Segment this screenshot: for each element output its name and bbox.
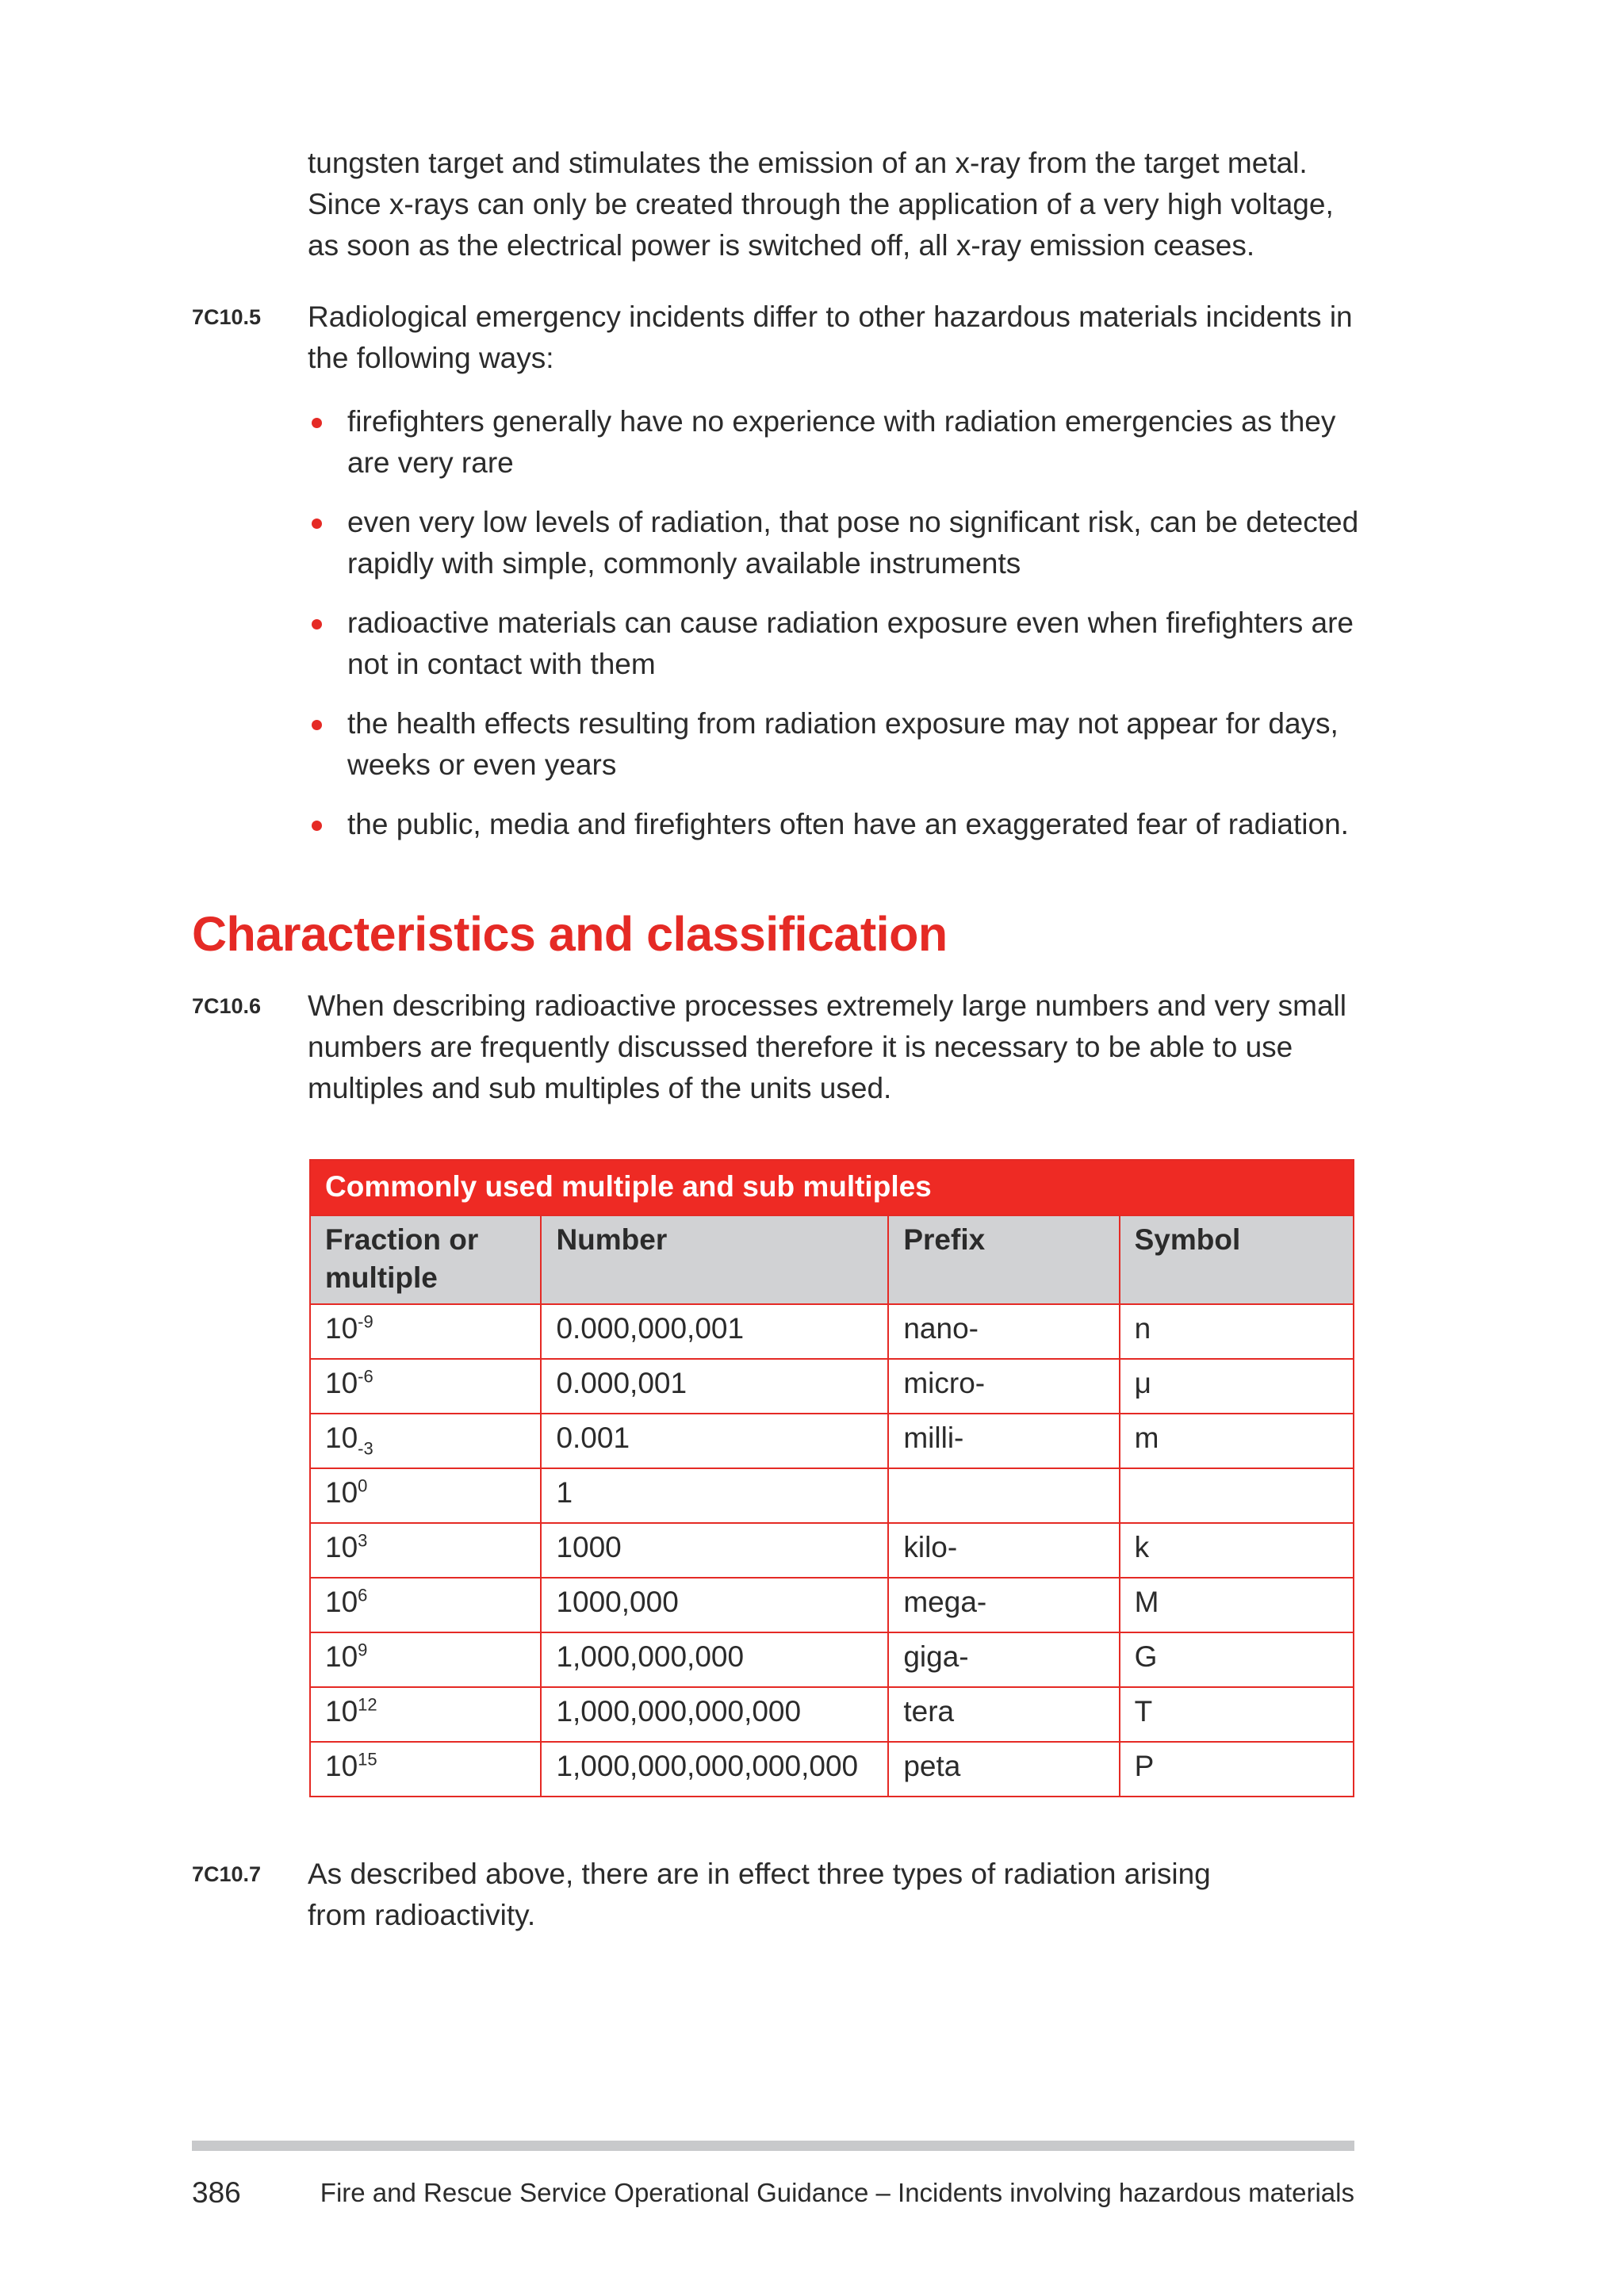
intro-line: as soon as the electrical power is switched off, all x-ray emission ceases. xyxy=(308,229,1255,262)
list-item-text: even very low levels of radiation, that pose no significant risk, can be detected rapidly with simple, commonly available instruments xyxy=(347,506,1359,580)
list-item xyxy=(308,603,1362,685)
bullet-icon xyxy=(312,619,322,629)
table-row xyxy=(310,1523,1354,1578)
table-body xyxy=(310,1304,1354,1797)
cell-number: 0.000,001 xyxy=(541,1359,888,1414)
footer-rule xyxy=(192,2141,1354,2151)
cell-fraction xyxy=(310,1578,541,1632)
cell-symbol xyxy=(1120,1468,1354,1523)
cell-fraction xyxy=(310,1523,541,1578)
cell-symbol: M xyxy=(1120,1578,1354,1632)
footer-title: Fire and Rescue Service Operational Guidance – Incidents involving hazardous materials xyxy=(320,2178,1354,2207)
bullet-icon xyxy=(312,519,322,529)
list-item-text: firefighters generally have no experience with radiation emergencies as they are very rare xyxy=(347,405,1336,479)
section-heading: Characteristics and classification xyxy=(192,907,948,961)
power-base: 10 xyxy=(325,1586,358,1618)
table-row xyxy=(310,1359,1354,1414)
cell-number: 1000,000 xyxy=(541,1578,888,1632)
power-base: 10 xyxy=(325,1367,358,1399)
power-base: 10 xyxy=(325,1422,358,1454)
table-header-row xyxy=(310,1215,1354,1304)
cell-prefix: milli- xyxy=(888,1414,1119,1468)
list-item xyxy=(308,502,1362,584)
cell-prefix: kilo- xyxy=(888,1523,1119,1578)
units-table xyxy=(309,1159,1354,1797)
cell-prefix: mega- xyxy=(888,1578,1119,1632)
power-exponent: 0 xyxy=(358,1475,368,1496)
cell-number: 1 xyxy=(541,1468,888,1523)
power-exponent: 9 xyxy=(358,1640,368,1660)
intro-line: Since x-rays can only be created through the application of a very high voltage, xyxy=(308,188,1334,220)
power-exponent: -3 xyxy=(358,1438,373,1459)
page-number: 386 xyxy=(192,2176,241,2209)
power-base: 10 xyxy=(325,1750,358,1782)
cell-number: 0.000,000,001 xyxy=(541,1304,888,1359)
cell-symbol: μ xyxy=(1120,1359,1354,1414)
cell-prefix: nano- xyxy=(888,1304,1119,1359)
cell-prefix: giga- xyxy=(888,1632,1119,1687)
power-exponent: 15 xyxy=(358,1749,377,1770)
table-caption: Commonly used multiple and sub multiples xyxy=(310,1160,1354,1215)
bullet-icon xyxy=(312,720,322,730)
table-row xyxy=(310,1632,1354,1687)
list-item xyxy=(308,804,1362,845)
cell-number: 1,000,000,000 xyxy=(541,1632,888,1687)
table-row xyxy=(310,1304,1354,1359)
intro-paragraph xyxy=(308,143,1362,266)
list-item-text: the health effects resulting from radiation exposure may not appear for days, weeks or even years xyxy=(347,707,1339,781)
cell-fraction xyxy=(310,1742,541,1797)
cell-number: 1000 xyxy=(541,1523,888,1578)
table-row xyxy=(310,1578,1354,1632)
cell-number: 1,000,000,000,000 xyxy=(541,1687,888,1742)
cell-fraction xyxy=(310,1359,541,1414)
cell-symbol: G xyxy=(1120,1632,1354,1687)
cell-symbol: T xyxy=(1120,1687,1354,1742)
cell-symbol: P xyxy=(1120,1742,1354,1797)
paragraph-number: 7C10.5 xyxy=(192,305,262,329)
cell-fraction xyxy=(310,1687,541,1742)
column-header-symbol: Symbol xyxy=(1120,1215,1354,1304)
list-item xyxy=(308,401,1362,484)
cell-number: 0.001 xyxy=(541,1414,888,1468)
table-row xyxy=(310,1742,1354,1797)
bullet-icon xyxy=(312,418,322,428)
power-base: 10 xyxy=(325,1312,358,1345)
paragraph-number: 7C10.6 xyxy=(192,994,262,1018)
paragraph-7c10-6: When describing radioactive processes extremely large numbers and very small numbers are frequently discussed therefore it is necessary to be able to use multiples and sub multiples of the units used. xyxy=(308,989,1346,1104)
power-base: 10 xyxy=(325,1531,358,1563)
column-header-prefix: Prefix xyxy=(888,1215,1119,1304)
bullet-icon xyxy=(312,821,322,831)
cell-number: 1,000,000,000,000,000 xyxy=(541,1742,888,1797)
power-exponent: 12 xyxy=(358,1694,377,1715)
table-row xyxy=(310,1414,1354,1468)
column-header-fraction: Fraction or multiple xyxy=(310,1215,541,1304)
cell-prefix xyxy=(888,1468,1119,1523)
column-header-number: Number xyxy=(541,1215,888,1304)
intro-line: tungsten target and stimulates the emission of an x-ray from the target metal. xyxy=(308,147,1308,179)
cell-symbol: n xyxy=(1120,1304,1354,1359)
power-exponent: -9 xyxy=(358,1311,373,1332)
power-base: 10 xyxy=(325,1640,358,1673)
power-base: 10 xyxy=(325,1476,358,1509)
power-exponent: 3 xyxy=(358,1530,368,1551)
list-item-text: radioactive materials can cause radiation exposure even when firefighters are not in contact with them xyxy=(347,607,1354,680)
list-item xyxy=(308,703,1362,786)
paragraph-number: 7C10.7 xyxy=(192,1862,262,1886)
table-row xyxy=(310,1468,1354,1523)
cell-fraction xyxy=(310,1304,541,1359)
cell-prefix: tera xyxy=(888,1687,1119,1742)
list-item-text: the public, media and firefighters often have an exaggerated fear of radiation. xyxy=(347,808,1349,840)
power-exponent: -6 xyxy=(358,1366,373,1387)
bullet-list xyxy=(308,401,1362,863)
power-base: 10 xyxy=(325,1695,358,1728)
cell-symbol: k xyxy=(1120,1523,1354,1578)
cell-prefix: micro- xyxy=(888,1359,1119,1414)
cell-fraction xyxy=(310,1468,541,1523)
paragraph-7c10-7: As described above, there are in effect three types of radiation arising from radioactivity. xyxy=(308,1858,1211,1931)
cell-fraction xyxy=(310,1414,541,1468)
power-exponent: 6 xyxy=(358,1585,368,1605)
cell-prefix: peta xyxy=(888,1742,1119,1797)
cell-symbol: m xyxy=(1120,1414,1354,1468)
cell-fraction xyxy=(310,1632,541,1687)
table-row xyxy=(310,1687,1354,1742)
paragraph-7c10-5: Radiological emergency incidents differ to other hazardous materials incidents in the following ways: xyxy=(308,300,1353,374)
